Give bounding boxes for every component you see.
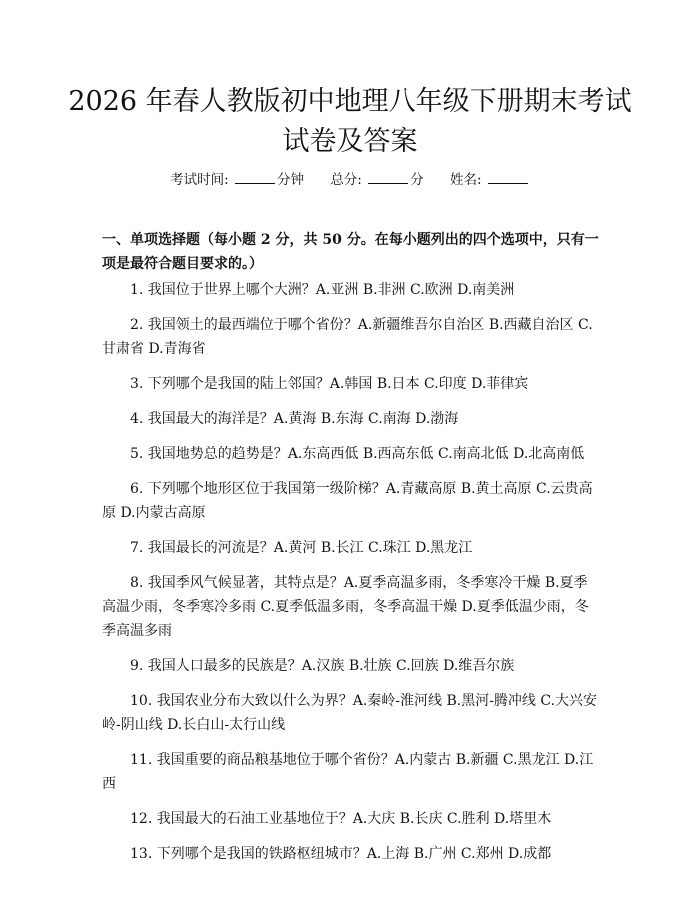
total-score-blank — [368, 170, 408, 184]
exam-title: 2026 年春人教版初中地理八年级下册期末考试试卷及答案 — [68, 86, 632, 157]
exam-time-field — [170, 168, 304, 188]
student-name-label: 姓名: — [449, 172, 482, 188]
question-item: 8. 我国季风气候显著，其特点是？A.夏季高温多雨，冬季寒冷干燥 B.夏季高温少雨，冬季寒冷多雨 C.夏季低温多雨，冬季高温干燥 D.夏季低温少雨，冬季高温多雨 — [102, 575, 589, 639]
question-item: 13. 下列哪个是我国的铁路枢纽城市？A.上海 B.广州 C.郑州 D.成都 — [130, 846, 552, 862]
question-item: 5. 我国地势总的趋势是？A.东高西低 B.西高东低 C.南高北低 D.北高南低 — [130, 446, 585, 462]
question-item: 10. 我国农业分布大致以什么为界？A.秦岭-淮河线 B.黑河-腾冲线 C.大兴安岭-阴山线 D.长白山-太行山线 — [102, 693, 598, 733]
question-item: 1. 我国位于世界上哪个大洲？A.亚洲 B.非洲 C.欧洲 D.南美洲 — [130, 282, 515, 298]
exam-time-blank — [235, 170, 275, 184]
section-header: 一、单项选择题（每小题 2 分，共 50 分。在每小题列出的四个选项中，只有一项是最符合题目要求的。） — [102, 232, 599, 272]
exam-meta-line — [0, 168, 700, 188]
question-item: 6. 下列哪个地形区位于我国第一级阶梯？A.青藏高原 B.黄土高原 C.云贵高原 D.内蒙古高原 — [102, 481, 593, 521]
exam-time-label: 考试时间: — [170, 172, 229, 188]
student-name-blank — [488, 170, 528, 184]
question-item: 2. 我国领土的最西端位于哪个省份？A.新疆维吾尔自治区 B.西藏自治区 C.甘肃省 D.青海省 — [102, 317, 593, 357]
question-item: 3. 下列哪个是我国的陆上邻国？A.韩国 B.日本 C.印度 D.菲律宾 — [130, 376, 529, 392]
question-item: 12. 我国最大的石油工业基地位于？A.大庆 B.长庆 C.胜利 D.塔里木 — [130, 811, 552, 827]
question-list — [102, 278, 600, 877]
question-item: 4. 我国最大的海洋是？A.黄海 B.东海 C.南海 D.渤海 — [130, 411, 459, 427]
student-name-field — [450, 168, 530, 188]
total-score-label: 总分: — [330, 172, 362, 188]
question-item: 7. 我国最长的河流是？A.黄河 B.长江 C.珠江 D.黑龙江 — [130, 540, 473, 556]
total-score-field — [330, 168, 423, 188]
question-item: 11. 我国重要的商品粮基地位于哪个省份？A.内蒙古 B.新疆 C.黑龙江 D.江西 — [102, 752, 594, 792]
question-item: 9. 我国人口最多的民族是？A.汉族 B.壮族 C.回族 D.维吾尔族 — [130, 658, 515, 674]
exam-time-unit: 分钟 — [277, 172, 305, 188]
total-score-unit: 分 — [410, 172, 424, 188]
